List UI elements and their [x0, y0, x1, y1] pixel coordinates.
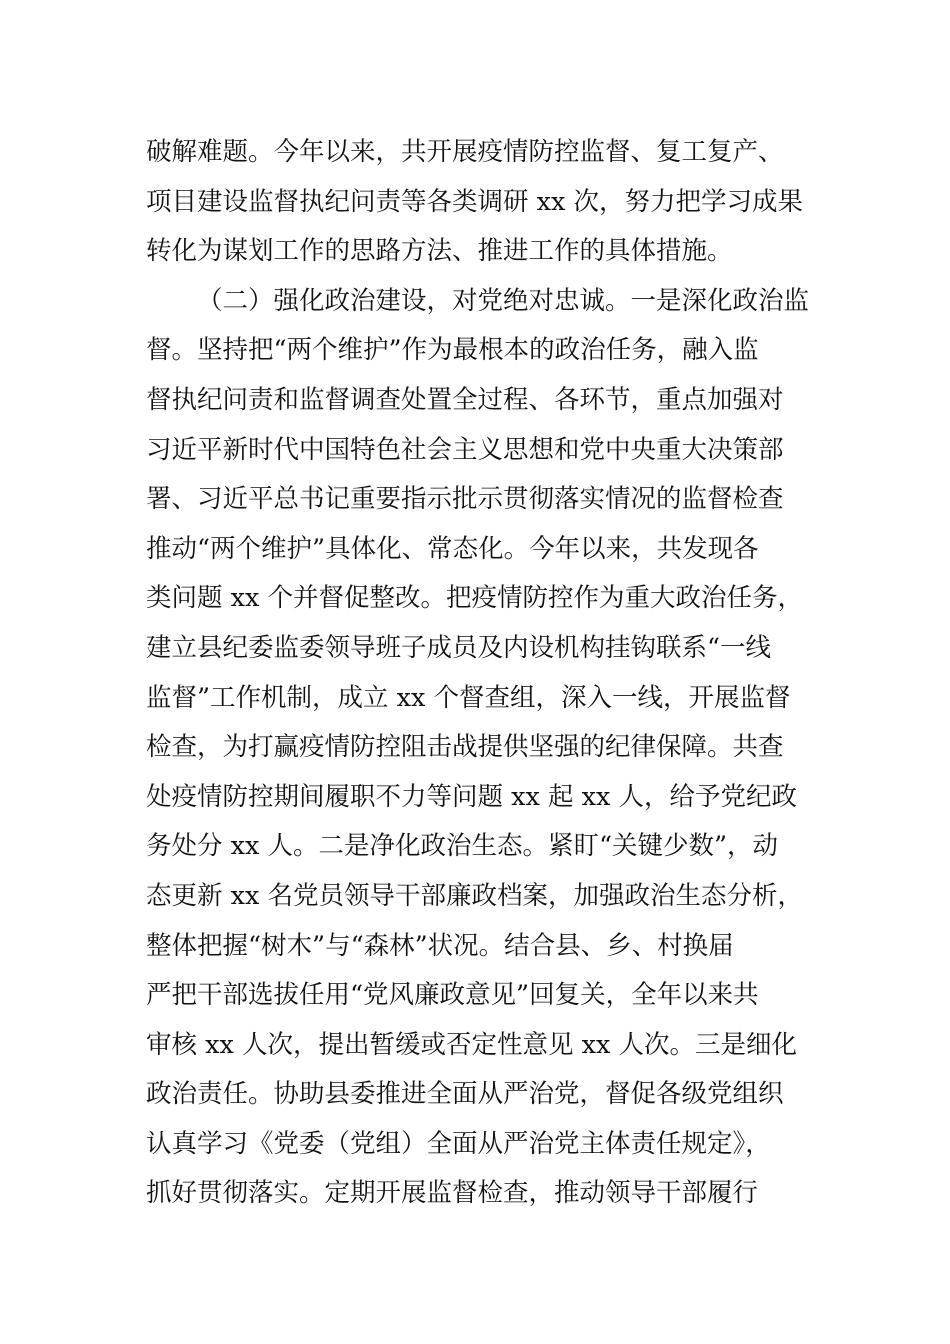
- text-line-20: 政治责任。协助县委推进全面从严治党，督促各级党组织: [146, 1079, 784, 1110]
- text-line-5: 督。坚持把“两个维护”作为最根本的政治任务，融入监: [146, 335, 759, 366]
- text-line-15: 务处分 xx 人。二是净化政治生态。紧盯“关键少数”，动: [146, 831, 779, 862]
- text-line-13: 检查，为打赢疫情防控阻击战提供坚强的纪律保障。共查: [146, 732, 784, 763]
- text-line-22: 抓好贯彻落实。定期开展监督检查，推动领导干部履行: [146, 1178, 759, 1209]
- section-heading-line: （二）强化政治建设，对党绝对忠诚。一是深化政治监: [197, 285, 810, 316]
- text-line-16: 态更新 xx 名党员领导干部廉政档案，加强政治生态分析，: [146, 880, 803, 911]
- text-line-6: 督执纪问责和监督调查处置全过程、各环节，重点加强对: [146, 384, 784, 415]
- text-line-8: 署、习近平总书记重要指示批示贯彻落实情况的监督检查: [146, 484, 784, 515]
- text-line-18: 严把干部选拔任用“党风廉政意见”回复关，全年以来共: [146, 980, 759, 1011]
- text-line-11: 建立县纪委监委领导班子成员及内设机构挂钩联系“一线: [146, 632, 772, 663]
- text-line-17: 整体把握“树木”与“森林”状况。结合县、乡、村换届: [146, 930, 734, 961]
- text-line-9: 推动“两个维护”具体化、常态化。今年以来，共发现各: [146, 533, 759, 564]
- text-line-10: 类问题 xx 个并督促整改。把疫情防控作为重大政治任务，: [146, 583, 803, 614]
- text-line-21: 认真学习《党委（党组）全面从严治党主体责任规定》，: [146, 1128, 771, 1159]
- text-line-12: 监督”工作机制，成立 xx 个督查组，深入一线，开展监督: [146, 682, 791, 713]
- body-text: [146, 128, 816, 1219]
- text-line-14: 处疫情防控期间履职不力等问题 xx 起 xx 人，给予党纪政: [146, 781, 797, 812]
- text-line-19: 审核 xx 人次，提出暂缓或否定性意见 xx 人次。三是细化: [146, 1029, 797, 1060]
- text-line-1: 破解难题。今年以来，共开展疫情防控监督、复工复产、: [146, 137, 784, 167]
- text-line-2: 项目建设监督执纪问责等各类调研 xx 次，努力把学习成果: [146, 186, 803, 217]
- text-line-7: 习近平新时代中国特色社会主义思想和党中央重大决策部: [146, 434, 784, 465]
- text-line-3: 转化为谋划工作的思路方法、推进工作的具体措施。: [146, 236, 733, 267]
